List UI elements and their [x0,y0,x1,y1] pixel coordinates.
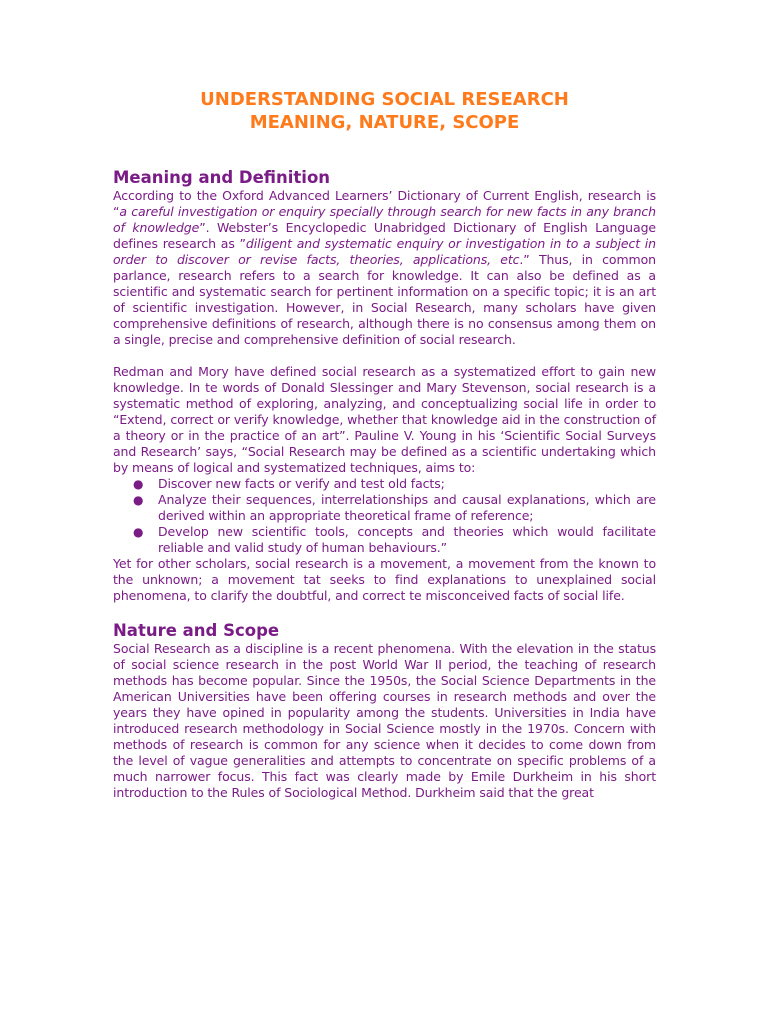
document-title [113,88,656,134]
title-line-2: MEANING, NATURE, SCOPE [249,112,520,133]
title-line-1: UNDERSTANDING SOCIAL RESEARCH [200,89,569,110]
list-item: ● Discover new facts or verify and test old facts; [133,476,445,491]
bullet-icon: ● [133,477,144,491]
oxford-definition-quote: a careful investigation or enquiry specially through search for new facts in any branch of knowledge [113,204,656,235]
list-item: ● Develop new scientific tools, concepts and theories which would facilitate reliable and valid study of human behaviours.” [133,524,656,555]
meaning-paragraph-1: According to the Oxford Advanced Learners’ Dictionary of Current English, research is “a careful investigation or enquiry specially through search for new facts in any branch of knowledge”. Webster’s Encyclopedic Unabridged Dictionary of English Language defines research as ”diligent and systematic enquiry or investigation in to a subject in order to discover or revise facts, theories, applications, etc.” Thus, in common parlance, research refers to a search for knowledge. It can also be defined as a scientific and systematic search for pertinent information on a specific topic; it is an art of scientific investigation. However, in Social Research, many scholars have given comprehensive definitions of research, although there is no consensus among them on a single, precise and comprehensive definition of social research. [113,188,656,347]
list-item: ● Analyze their sequences, interrelationships and causal explanations, which are derived within an appropriate theoretical frame of reference; [133,492,656,523]
nature-paragraph-1: Social Research as a discipline is a recent phenomena. With the elevation in the status of social science research in the post World War II period, the teaching of research methods has become popular. Since the 1950s, the Social Science Departments in the American Universities have been offering courses in research methods and over the years they have opined in popularity among the students. Universities in India have introduced research methodology in Social Science mostly in the 1970s. Concern with methods of research is common for any science when it decides to come down from the level of vague generalities and attempts to concentrate on specific problems of a much narrower focus. This fact was clearly made by Emile Durkheim in his short introduction to the Rules of Sociological Method. Durkheim said that the great [113,641,656,800]
document-page [113,88,656,801]
bullet-icon: ● [133,493,144,507]
bullet-icon: ● [133,525,144,539]
webster-definition-quote: diligent and systematic enquiry or investigation in to a subject in order to discover or revise facts, theories, applications, etc [113,236,656,267]
research-aims-list [113,476,656,556]
meaning-paragraph-3: Yet for other scholars, social research is a movement, a movement from the known to the unknown; a movement tat seeks to find explanations to unexplained social phenomena, to clarify the doubtful, and correct te misconceived facts of social life. [113,556,656,603]
section-heading-meaning: Meaning and Definition [113,168,331,187]
section-heading-nature-scope: Nature and Scope [113,621,280,640]
meaning-paragraph-2: Redman and Mory have defined social research as a systematized effort to gain new knowledge. In te words of Donald Slessinger and Mary Stevenson, social research is a systematic method of exploring, analyzing, and conceptualizing social life in order to “Extend, correct or verify knowledge, whether that knowledge aid in the construction of a theory or in the practice of an art”. Pauline V. Young in his ‘Scientific Social Surveys and Research’ says, “Social Research may be defined as a scientific undertaking which by means of logical and systematized techniques, aims to: [113,364,656,475]
